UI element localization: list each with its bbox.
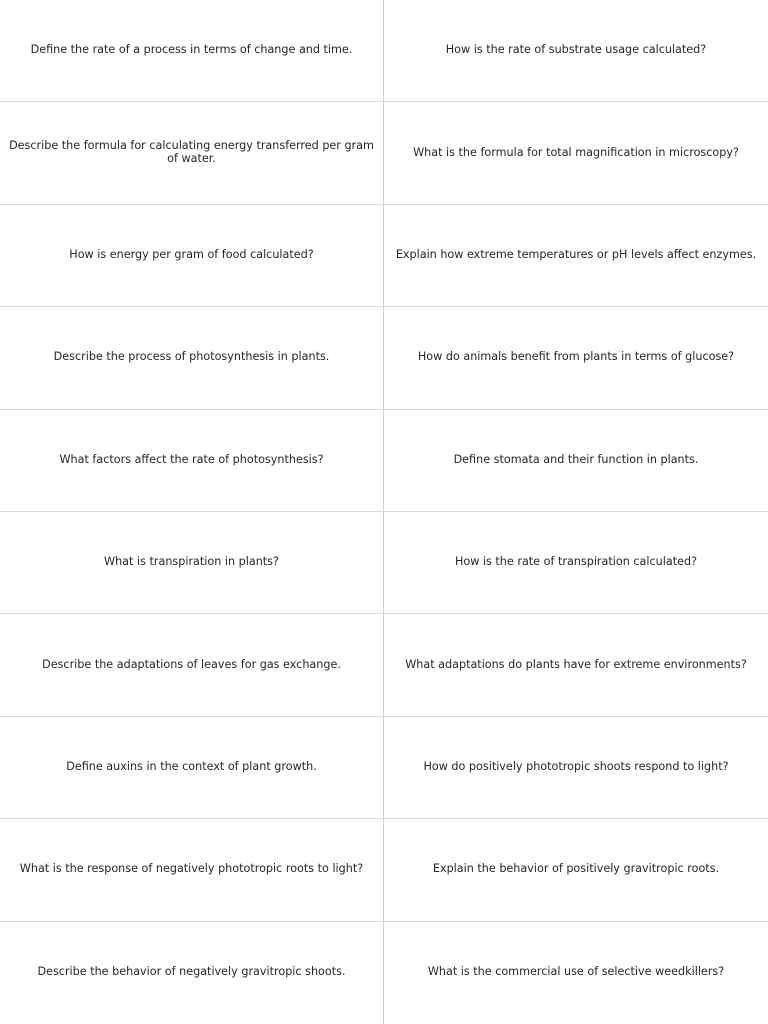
flashcard: How do animals benefit from plants in terms of glucose? xyxy=(384,307,768,409)
flashcard: Describe the process of photosynthesis in plants. xyxy=(0,307,384,409)
flashcard: What adaptations do plants have for extreme environments? xyxy=(384,614,768,716)
flashcard: What is the response of negatively phototropic roots to light? xyxy=(0,819,384,921)
flashcard: Define auxins in the context of plant growth. xyxy=(0,717,384,819)
flashcard: Describe the adaptations of leaves for gas exchange. xyxy=(0,614,384,716)
flashcard: Define stomata and their function in plants. xyxy=(384,410,768,512)
flashcard: What is the commercial use of selective weedkillers? xyxy=(427,965,725,979)
flashcard: Define the rate of a process in terms of change and time. xyxy=(0,0,384,102)
flashcard: What is transpiration in plants? xyxy=(0,512,384,614)
flashcard: How is the rate of transpiration calculated? xyxy=(384,512,768,614)
flashcard: Describe the behavior of negatively gravitropic shoots. xyxy=(0,922,384,1024)
flashcard: Explain the behavior of positively gravitropic roots. xyxy=(384,819,768,921)
flashcard: How is energy per gram of food calculated? xyxy=(0,205,384,307)
flashcard: How is the rate of substrate usage calculated? xyxy=(384,0,768,102)
flashcard: Describe the formula for calculating energy transferred per gram of water. xyxy=(0,102,384,204)
flashcard: How do positively phototropic shoots respond to light? xyxy=(384,717,768,819)
flashcard: Explain how extreme temperatures or pH levels affect enzymes. xyxy=(384,205,768,307)
flashcard: What factors affect the rate of photosynthesis? xyxy=(0,410,384,512)
flashcard: What is the formula for total magnification in microscopy? xyxy=(384,102,768,204)
